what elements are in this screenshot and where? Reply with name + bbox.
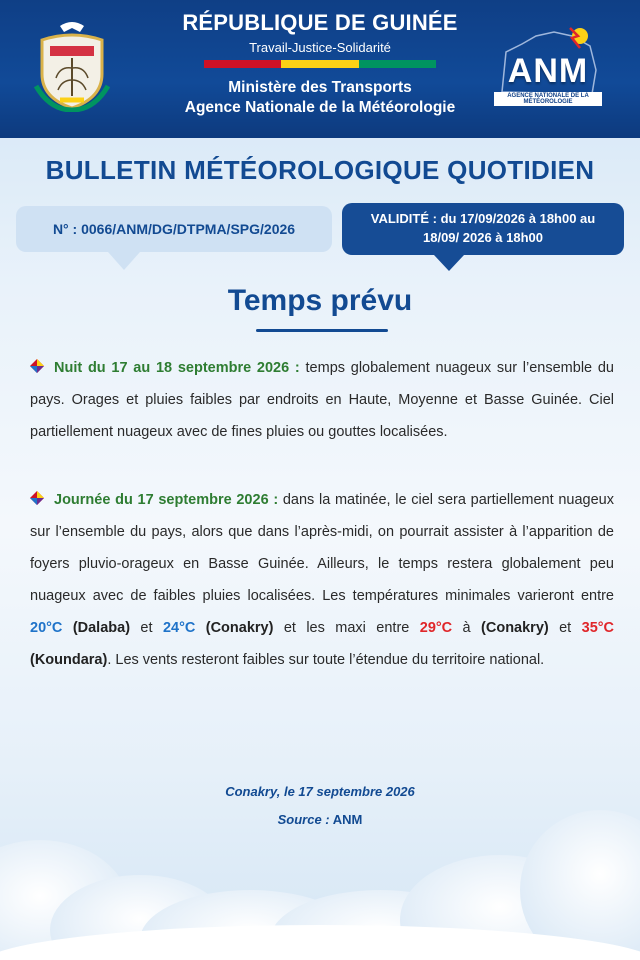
- forecast-night-text: temps globalement nuageux sur l’ensemble du pays. Orages et pluies faibles par endroits en Haute, Moyenne et Basse Guinée. Ciel partiellement nuageux avec de fines pluies ou gouttes localisées.: [30, 360, 614, 440]
- tmin-high-place: (Conakry): [205, 620, 274, 636]
- source-label: Source :: [277, 812, 330, 827]
- forecast-night-heading: Nuit du 17 au 18 septembre 2026 :: [54, 360, 300, 376]
- validity-end: 18/09/ 2026 à 18h00: [423, 230, 543, 245]
- tmin-high: 24°C: [162, 620, 196, 636]
- and-1: et: [130, 620, 163, 636]
- tmin-low-place: (Dalaba): [72, 620, 131, 636]
- diamond-bullet-icon: [30, 491, 44, 505]
- tmin-low: 20°C: [30, 620, 63, 636]
- anm-logo-text: ANM: [507, 52, 589, 90]
- place-date: Conakry, le 17 septembre 2026: [225, 784, 415, 799]
- tmax-low: 29°C: [419, 620, 453, 636]
- validity-box: [342, 203, 624, 255]
- a-word: à: [452, 620, 482, 636]
- national-motto: Travail-Justice-Solidarité: [249, 40, 391, 55]
- tmax-high-place: (Koundara): [30, 652, 108, 668]
- bulletin-number-box: [16, 206, 332, 252]
- forecast-day: [30, 484, 614, 676]
- and-2: et: [548, 620, 582, 636]
- source-value: ANM: [332, 812, 363, 827]
- validity-start: du 17/09/2026 à 18h00 au: [440, 211, 596, 226]
- header-banner: [0, 0, 640, 138]
- source-line: [0, 812, 640, 827]
- bulletin-title: BULLETIN MÉTÉOROLOGIQUE QUOTIDIEN: [45, 155, 595, 185]
- section-title: Temps prévu: [227, 284, 413, 317]
- bulletin-number: N° : 0066/ANM/DG/DTPMA/SPG/2026: [52, 221, 296, 237]
- ministry-name: Ministère des Transports: [228, 79, 412, 96]
- forecast-day-text-c: . Les vents resteront faibles sur toute l’étendue du territoire national.: [107, 652, 545, 668]
- anm-logo-subtext: AGENCE NATIONALE DE LA MÉTÉOROLOGIE: [494, 92, 602, 106]
- validity-label: VALIDITÉ :: [370, 211, 437, 226]
- agency-name: Agence Nationale de la Météorologie: [184, 99, 456, 116]
- forecast-day-heading: Journée du 17 septembre 2026 :: [54, 492, 279, 508]
- tmax-high: 35°C: [581, 620, 615, 636]
- tmax-low-place: (Conakry): [481, 620, 549, 636]
- forecast-day-text-a: dans la matinée, le ciel sera partiellement nuageux sur l’ensemble du pays, alors que dans l’après-midi, on pourrait assister à l’apparition de foyers pluvio-orageux en Basse Guinée. Ailleurs, le temps restera globalement peu nuageux avec de faibles pluies localisées. Les températures minimales varieront entre: [30, 492, 614, 604]
- section-underline: [256, 329, 388, 332]
- forecast-night: [30, 352, 614, 448]
- forecast-day-text-b: et les maxi entre: [273, 620, 420, 636]
- diamond-bullet-icon: [30, 359, 44, 373]
- flag-stripe: [204, 60, 436, 68]
- country-name: RÉPUBLIQUE DE GUINÉE: [182, 10, 458, 35]
